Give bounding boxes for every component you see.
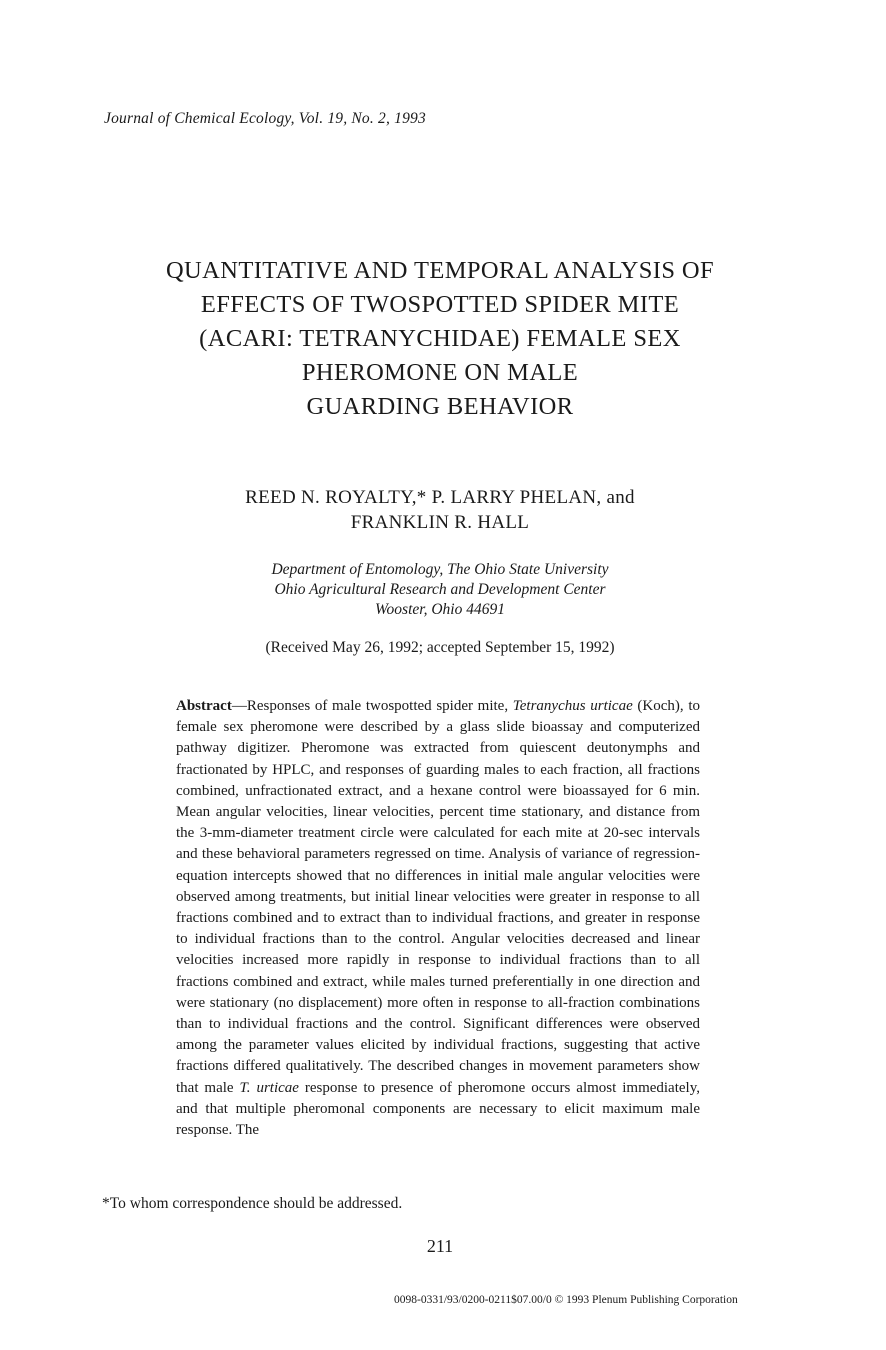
affiliation-line: Wooster, Ohio 44691 bbox=[375, 601, 505, 618]
author-line: FRANKLIN R. HALL bbox=[350, 512, 530, 533]
received-dates: (Received May 26, 1992; accepted September 15, 1992) bbox=[265, 639, 615, 656]
abstract-text: —Responses of male twospotted spider mite, bbox=[231, 698, 513, 714]
article-title bbox=[120, 254, 760, 424]
species-name: Tetranychus urticae bbox=[512, 698, 633, 714]
abstract bbox=[176, 696, 700, 1141]
affiliation bbox=[190, 560, 690, 620]
title-line: GUARDING BEHAVIOR bbox=[306, 393, 574, 420]
species-name: T. urticae bbox=[239, 1079, 299, 1096]
journal-citation: Journal of Chemical Ecology, Vol. 19, No. 2, 1993 bbox=[104, 110, 426, 127]
title-line: QUANTITATIVE AND TEMPORAL ANALYSIS OF bbox=[165, 257, 715, 284]
abstract-text: response to presence of pheromone occurs almost immediately, and that multiple pheromonal components are necessary to elicit maximum male response. The bbox=[176, 1079, 700, 1139]
correspondence-footnote: *To whom correspondence should be addressed. bbox=[102, 1195, 403, 1212]
title-line: (ACARI: TETRANYCHIDAE) FEMALE SEX bbox=[199, 325, 681, 352]
affiliation-line: Ohio Agricultural Research and Development Center bbox=[274, 581, 606, 598]
title-line: PHEROMONE ON MALE bbox=[301, 359, 579, 386]
author-list bbox=[140, 485, 740, 535]
title-line: EFFECTS OF TWOSPOTTED SPIDER MITE bbox=[200, 291, 680, 318]
abstract-text: (Koch), to female sex pheromone were described by a glass slide bioassay and computerized pathway digitizer. Pheromone was extracted from quiescent deutonymphs and fractionated by HPLC, and responses of guarding males to each fraction, all fractions combined, unfractionated extract, and a hexane control were bioassayed for 6 min. Mean angular velocities, linear velocities, percent time stationary, and distance from the 3-mm-diameter treatment circle were calculated for each mite at 20-sec intervals and these behavioral parameters regressed on time. Analysis of variance of regression-equation intercepts showed that no differences in initial male angular velocities were observed among treatments, but initial linear velocities were greater in response to all fractions combined and to extract than to individual fractions, and greater in response to individual fractions than to the control. Angular velocities decreased and linear velocities increased more rapidly in response to individual fractions than to all fractions combined and extract, while males turned preferentially in one direction and were stationary (no displacement) more often in response to all-fraction combinations than to individual fractions and the control. Significant differences were observed among the parameter values elicited by individual fractions, suggesting that active fractions differed qualitatively. The described changes in movement parameters show that male bbox=[176, 698, 700, 1096]
affiliation-line: Department of Entomology, The Ohio State University bbox=[271, 561, 609, 578]
page-number: 211 bbox=[426, 1236, 454, 1256]
abstract-label: Abstract bbox=[176, 698, 232, 714]
copyright-line: 0098-0331/93/0200-0211$07.00/0 © 1993 Plenum Publishing Corporation bbox=[394, 1294, 738, 1306]
author-line: REED N. ROYALTY,* P. LARRY PHELAN, and bbox=[245, 487, 635, 508]
